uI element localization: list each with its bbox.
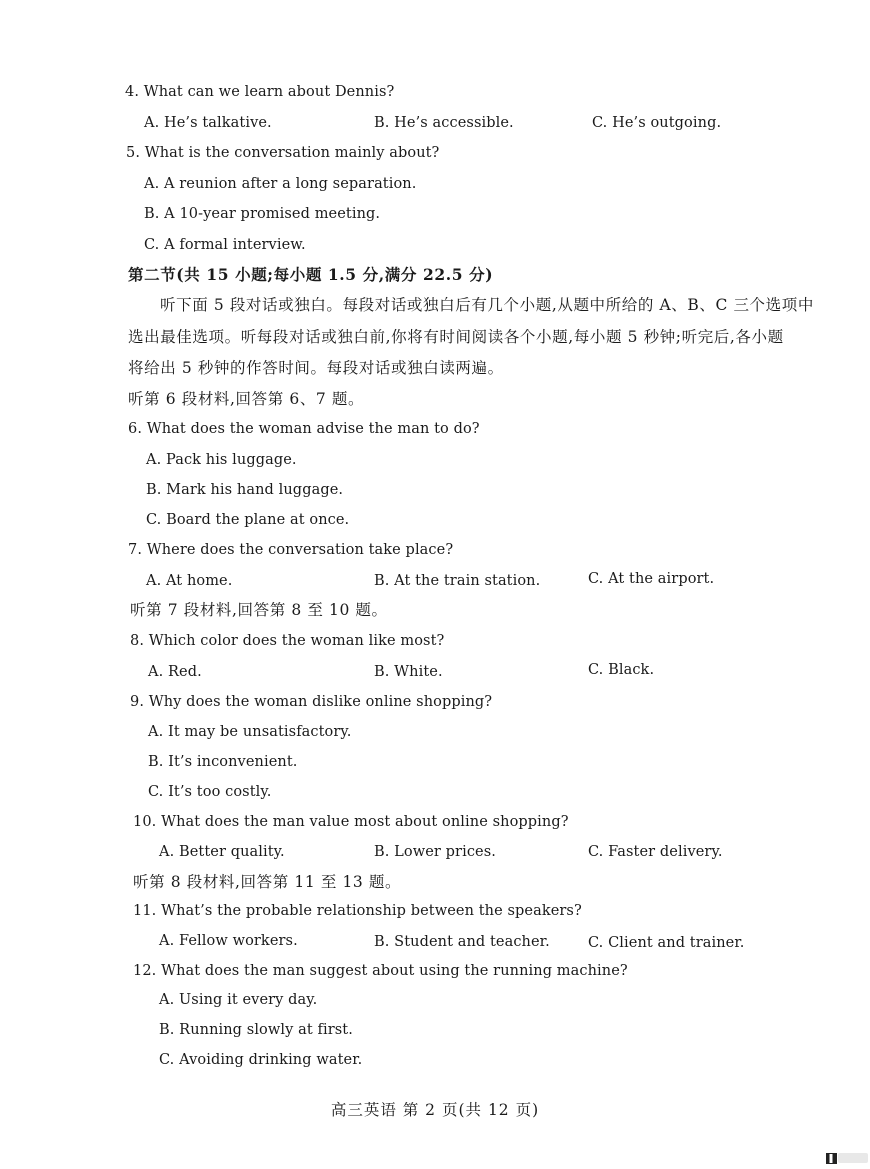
q9-option-b: B. It’s inconvenient. [148,754,298,770]
q11-option-b: B. Student and teacher. [374,934,550,950]
q8-option-a: A. Red. [148,664,202,680]
watermark-logo [838,1153,868,1163]
q11-option-c: C. Client and trainer. [588,935,745,951]
q6-option-c: C. Board the plane at once. [146,512,350,528]
q5-option-c: C. A formal interview. [144,237,306,253]
question-12: 12. What does the man suggest about using the running machine? [133,963,628,979]
material-8-instruction: 听第 8 段材料,回答第 11 至 13 题。 [133,873,402,891]
q9-option-c: C. It’s too costly. [148,784,272,800]
q7-option-c: C. At the airport. [588,571,715,587]
q7-option-a: A. At home. [146,573,233,589]
question-10: 10. What does the man value most about online shopping? [133,814,569,830]
q10-option-c: C. Faster delivery. [588,844,723,860]
q12-option-c: C. Avoiding drinking water. [159,1052,363,1068]
q11-option-a: A. Fellow workers. [159,933,298,949]
q12-option-b: B. Running slowly at first. [159,1022,353,1038]
question-5: 5. What is the conversation mainly about? [126,145,440,161]
question-11: 11. What’s the probable relationship between the speakers? [133,903,582,919]
section-heading: 第二节(共 15 小题;每小题 1.5 分,满分 22.5 分) [128,265,494,284]
q4-option-c: C. He’s outgoing. [592,115,722,131]
question-9: 9. Why does the woman dislike online shopping? [130,694,493,710]
question-7: 7. Where does the conversation take place? [128,542,454,558]
q4-option-a: A. He’s talkative. [144,115,272,131]
q5-option-b: B. A 10-year promised meeting. [144,206,381,222]
qr-code-icon [826,1153,837,1164]
q6-option-a: A. Pack his luggage. [146,452,297,468]
q4-option-b: B. He’s accessible. [374,115,514,131]
section-instructions-line-2: 选出最佳选项。听每段对话或独白前,你将有时间阅读各个小题,每小题 5 秒钟;听完后,各小题 [128,328,784,346]
section-instructions-line-3: 将给出 5 秒钟的作答时间。每段对话或独白读两遍。 [128,359,504,377]
question-8: 8. Which color does the woman like most? [130,633,445,649]
q6-option-b: B. Mark his hand luggage. [146,482,344,498]
q7-option-b: B. At the train station. [374,573,541,589]
question-4: 4. What can we learn about Dennis? [125,84,395,100]
question-6: 6. What does the woman advise the man to do? [128,421,480,437]
material-6-instruction: 听第 6 段材料,回答第 6、7 题。 [128,390,365,408]
material-7-instruction: 听第 7 段材料,回答第 8 至 10 题。 [130,601,388,619]
q12-option-a: A. Using it every day. [159,992,318,1008]
q5-option-a: A. A reunion after a long separation. [144,176,417,192]
q9-option-a: A. It may be unsatisfactory. [148,724,352,740]
q10-option-a: A. Better quality. [159,844,285,860]
q8-option-c: C. Black. [588,662,655,678]
q8-option-b: B. White. [374,664,443,680]
section-instructions-line-1: 听下面 5 段对话或独白。每段对话或独白后有几个小题,从题中所给的 A、B、C 三个选项中 [160,296,814,314]
page-footer: 高三英语 第 2 页(共 12 页) [330,1101,540,1119]
q10-option-b: B. Lower prices. [374,844,496,860]
